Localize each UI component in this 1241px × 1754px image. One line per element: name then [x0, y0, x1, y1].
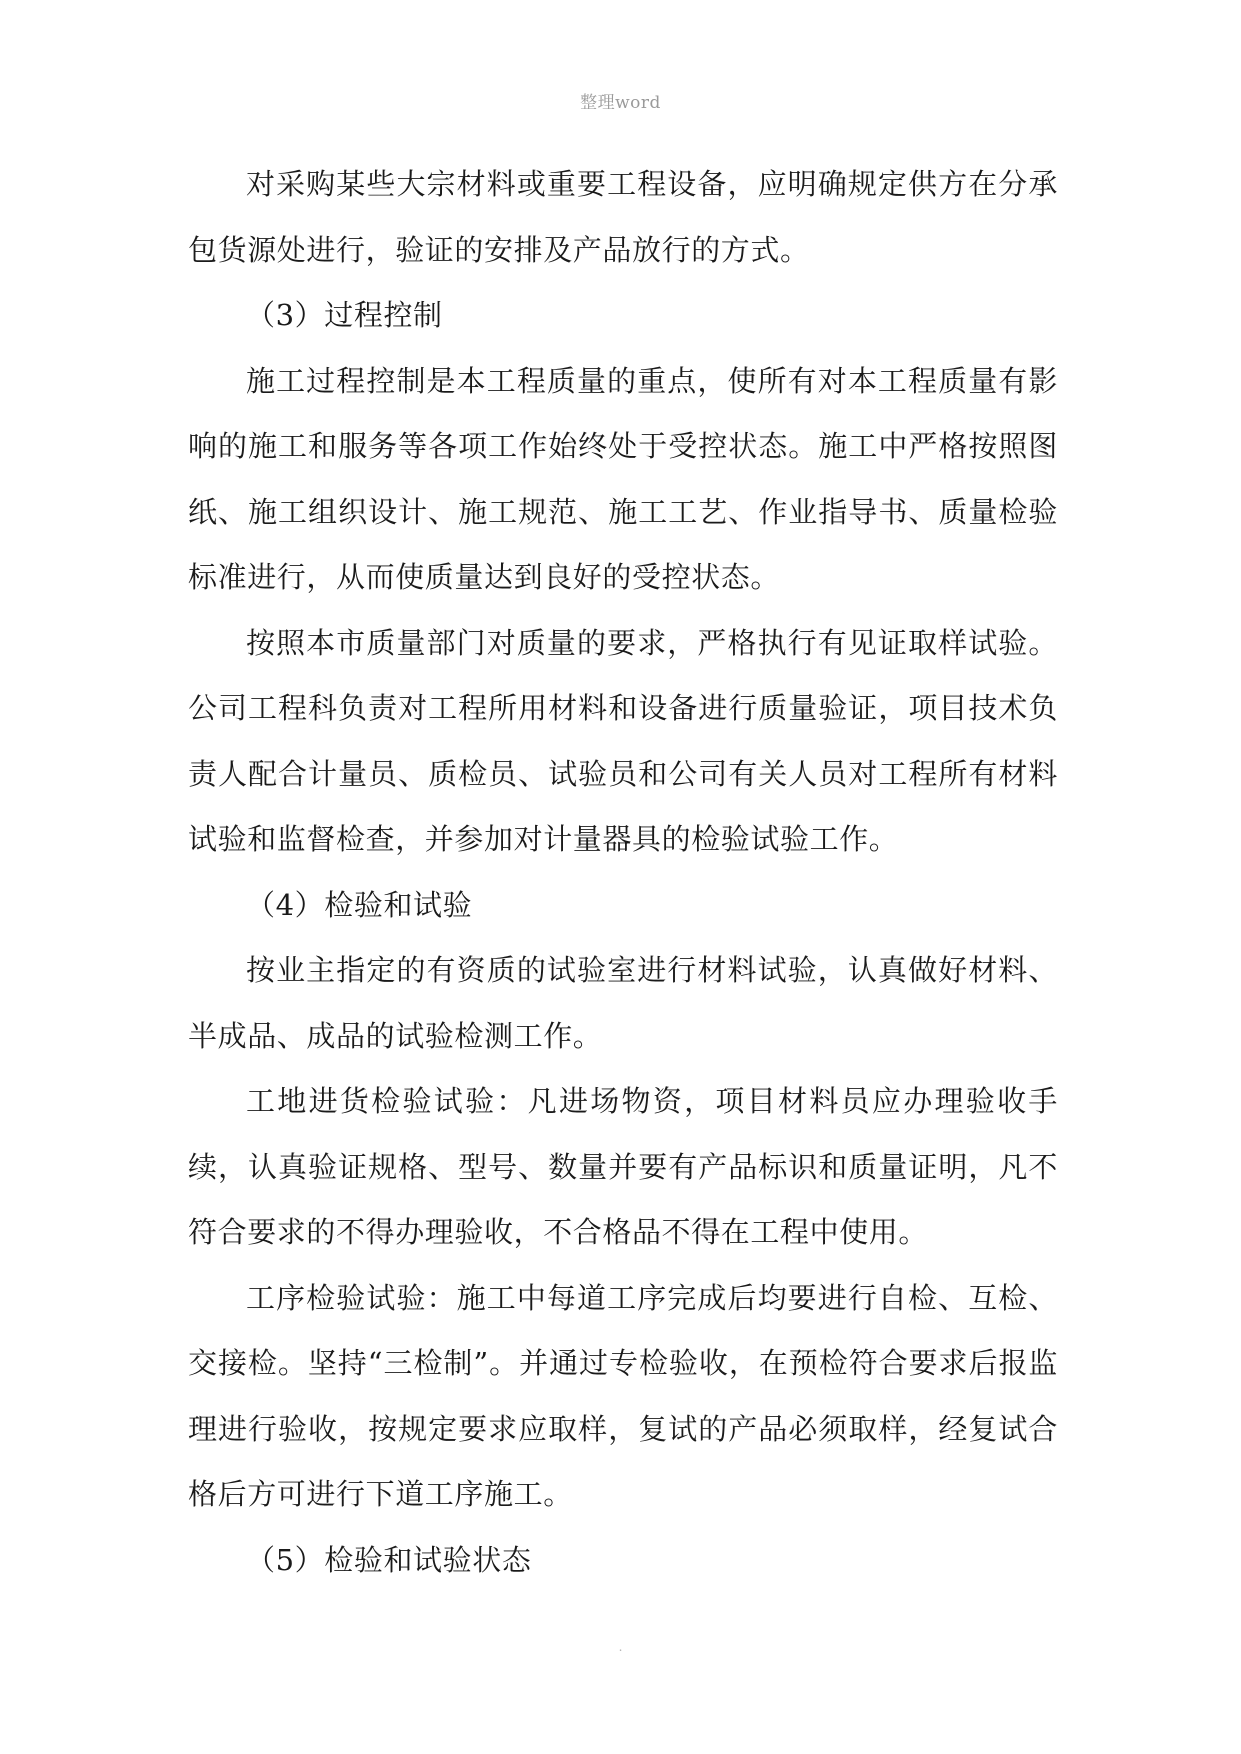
- section-heading-inspection-status: （5）检验和试验状态: [246, 1542, 532, 1577]
- section-heading-process-control: （3）过程控制: [246, 298, 443, 332]
- page-header: 整理word: [580, 93, 661, 113]
- paragraph-process-control: 施工过程控制是本工程质量的重点，使所有对本工程质量有影响的施工和服务等各项工作始终处于受控状态。施工中严格按照图纸、施工组织设计、施工规范、施工工艺、作业指导书、质量检验标准进行，从而使质量达到良好的受控状态。: [188, 363, 1058, 594]
- page-footer-mark: .: [618, 1640, 623, 1654]
- paragraph-procurement-verification: 对采购某些大宗材料或重要工程设备，应明确规定供方在分承包货源处进行，验证的安排及产品放行的方式。: [188, 167, 1058, 267]
- paragraph-incoming-inspection: 工地进货检验试验：凡进场物资，项目材料员应办理验收手续，认真验证规格、型号、数量并要有产品标识和质量证明，凡不符合要求的不得办理验收，不合格品不得在工程中使用。: [188, 1084, 1058, 1249]
- document-body: [188, 152, 1058, 1593]
- paragraph-process-inspection: 工序检验试验：施工中每道工序完成后均要进行自检、互检、交接检。坚持“三检制”。并通过专检验收，在预检符合要求后报监理进行验收，按规定要求应取样，复试的产品必须取样，经复试合格后方可进行下道工序施工。: [188, 1280, 1058, 1511]
- paragraph-lab-testing: 按业主指定的有资质的试验室进行材料试验，认真做好材料、半成品、成品的试验检测工作。: [188, 953, 1058, 1053]
- paragraph-witness-sampling: 按照本市质量部门对质量的要求，严格执行有见证取样试验。公司工程科负责对工程所用材料和设备进行质量验证，项目技术负责人配合计量员、质检员、试验员和公司有关人员对工程所有材料试验和监督检查，并参加对计量器具的检验试验工作。: [188, 625, 1058, 856]
- section-heading-inspection-testing: （4）检验和试验: [246, 887, 473, 922]
